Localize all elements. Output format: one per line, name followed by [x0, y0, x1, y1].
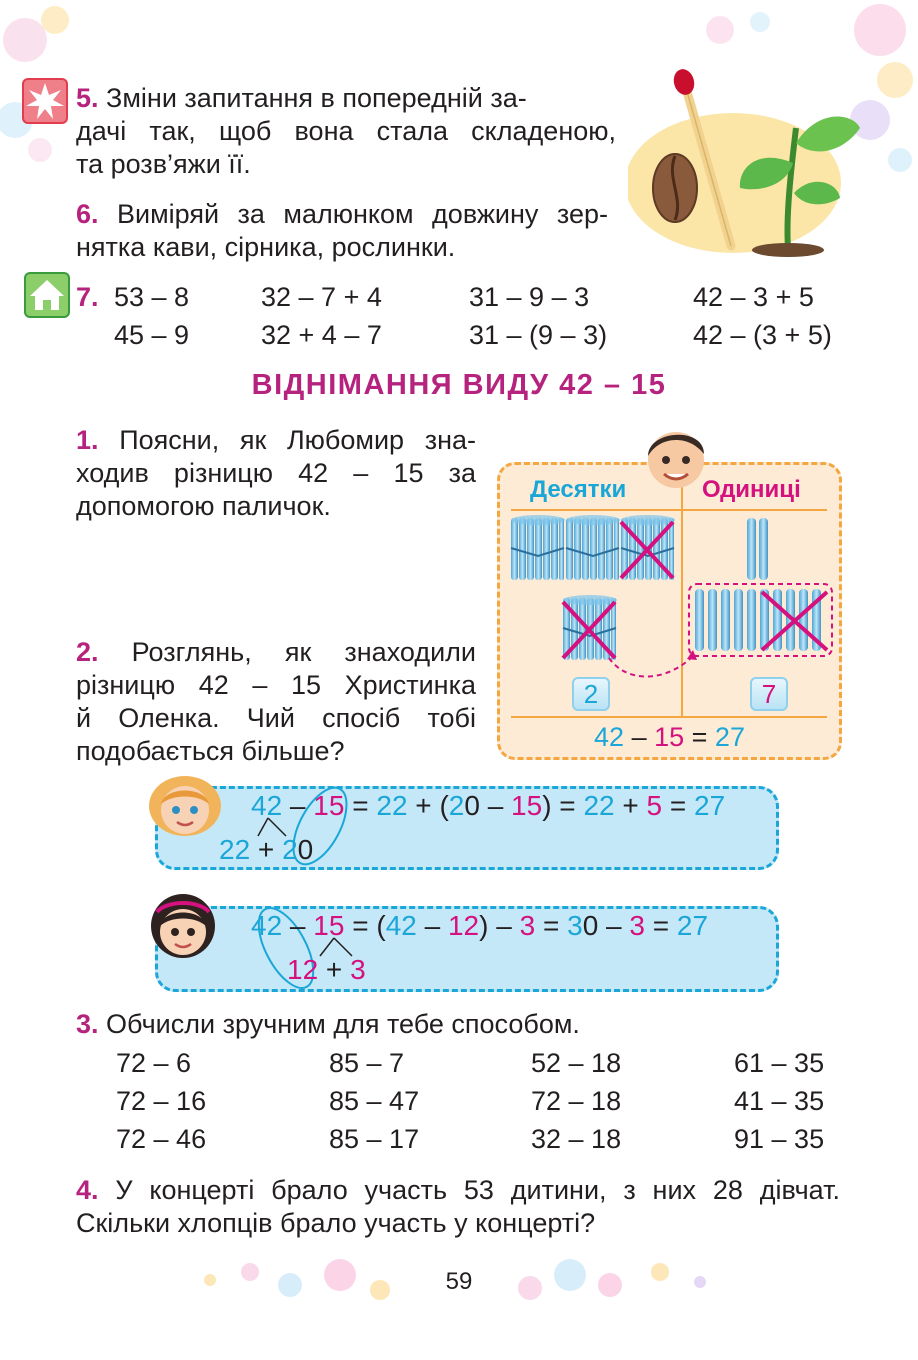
- lesson3-number: 3.: [76, 1009, 99, 1039]
- lesson2-text-1: Розглянь, як знаходили: [131, 637, 476, 667]
- panel-equation: 42 – 15 = 27: [594, 722, 745, 752]
- task5-line2: дачі так, щоб вона стала складеною,: [76, 116, 616, 146]
- tens-result-box: 2: [572, 677, 610, 711]
- lesson1-line1: [76, 424, 476, 457]
- task7-expr: 32 – 7 + 4: [261, 282, 382, 312]
- lesson2-line2: різницю 42 – 15 Христинка: [76, 670, 476, 700]
- girl-blonde-avatar: [145, 768, 225, 846]
- lesson4-line1: [76, 1174, 840, 1207]
- lesson3-expr: 72 – 6: [116, 1048, 192, 1078]
- section-title: ВІДНІМАННЯ ВИДУ 42 – 15: [251, 369, 667, 401]
- task6-line1: [76, 198, 608, 231]
- task7-expr: 31 – 9 – 3: [469, 282, 590, 312]
- task6-line2: нятка кави, сірника, рослинки.: [76, 232, 456, 262]
- page-number: 59: [445, 1268, 473, 1295]
- lesson2-number: 2.: [76, 637, 99, 667]
- lesson3-expr: 61 – 35: [734, 1048, 825, 1078]
- task7-expr: 31 – (9 – 3): [469, 320, 608, 350]
- girl-dark-avatar: [145, 886, 221, 966]
- method2-decomposition: 12 + 3: [287, 954, 366, 985]
- method1-equation: 42 – 15 = 22 + (20 – 15) = 22 + 5 = 27: [251, 790, 726, 821]
- lesson3-expr: 41 – 35: [734, 1086, 825, 1116]
- lesson1-line3: допомогою паличок.: [76, 491, 331, 521]
- task6-text-1: Виміряй за малюнком довжину зер-: [117, 199, 608, 229]
- task5-line1: [76, 82, 608, 115]
- lesson1-line2: ходив різницю 42 – 15 за: [76, 458, 476, 488]
- lesson4-text-1: У концерті брало участь 53 дитини, з них 28 дівчат.: [115, 1175, 840, 1205]
- lesson2-line4: подобається більше?: [76, 736, 345, 766]
- ones-label: Одиниці: [702, 476, 801, 503]
- task5-text-1: Зміни запитання в попередній за-: [106, 83, 527, 113]
- ones-result-box: 7: [750, 677, 788, 711]
- coffee-match-sprout-illustration: [628, 68, 878, 258]
- task5-line3: та розв’яжи її.: [76, 149, 251, 179]
- star-task-icon: [22, 78, 68, 124]
- task7-expr: 32 + 4 – 7: [261, 320, 382, 350]
- lesson3-text: Обчисли зручним для тебе способом.: [106, 1009, 580, 1039]
- tens-label: Десятки: [530, 476, 627, 503]
- method1-decomposition: 22 + 20: [219, 834, 314, 865]
- task7-expr: 53 – 8: [114, 282, 190, 312]
- lesson3-expr: 72 – 16: [116, 1086, 207, 1116]
- lesson3-heading: [76, 1008, 580, 1041]
- lesson2-line1: [76, 636, 476, 669]
- task7-expr: 42 – 3 + 5: [693, 282, 814, 312]
- lesson3-expr: 72 – 18: [531, 1086, 622, 1116]
- home-task-icon: [24, 272, 70, 318]
- lesson3-expr: 52 – 18: [531, 1048, 622, 1078]
- boy-avatar: [638, 418, 714, 494]
- task6-number: 6.: [76, 199, 99, 229]
- lesson3-expr: 85 – 47: [329, 1086, 420, 1116]
- lesson4-number: 4.: [76, 1175, 99, 1205]
- lesson3-expr: 85 – 7: [329, 1048, 405, 1078]
- sticks-panel-drawing: [497, 462, 842, 760]
- lesson3-expr: 32 – 18: [531, 1124, 622, 1154]
- lesson4-line2: Скільки хлопців брало участь у концерті?: [76, 1208, 596, 1238]
- lesson3-expr: 85 – 17: [329, 1124, 420, 1154]
- lesson3-expr: 72 – 46: [116, 1124, 207, 1154]
- lesson1-number: 1.: [76, 425, 99, 455]
- method2-equation: 42 – 15 = (42 – 12) – 3 = 30 – 3 = 27: [251, 910, 709, 941]
- task5-number: 5.: [76, 83, 99, 113]
- lesson2-line3: й Оленка. Чий спосіб тобі: [76, 703, 476, 733]
- lesson1-text-1: Поясни, як Любомир зна-: [119, 425, 476, 455]
- task7-expr: 45 – 9: [114, 320, 190, 350]
- lesson3-expr: 91 – 35: [734, 1124, 825, 1154]
- task7-number: 7.: [76, 282, 99, 312]
- task7-expr: 42 – (3 + 5): [693, 320, 832, 350]
